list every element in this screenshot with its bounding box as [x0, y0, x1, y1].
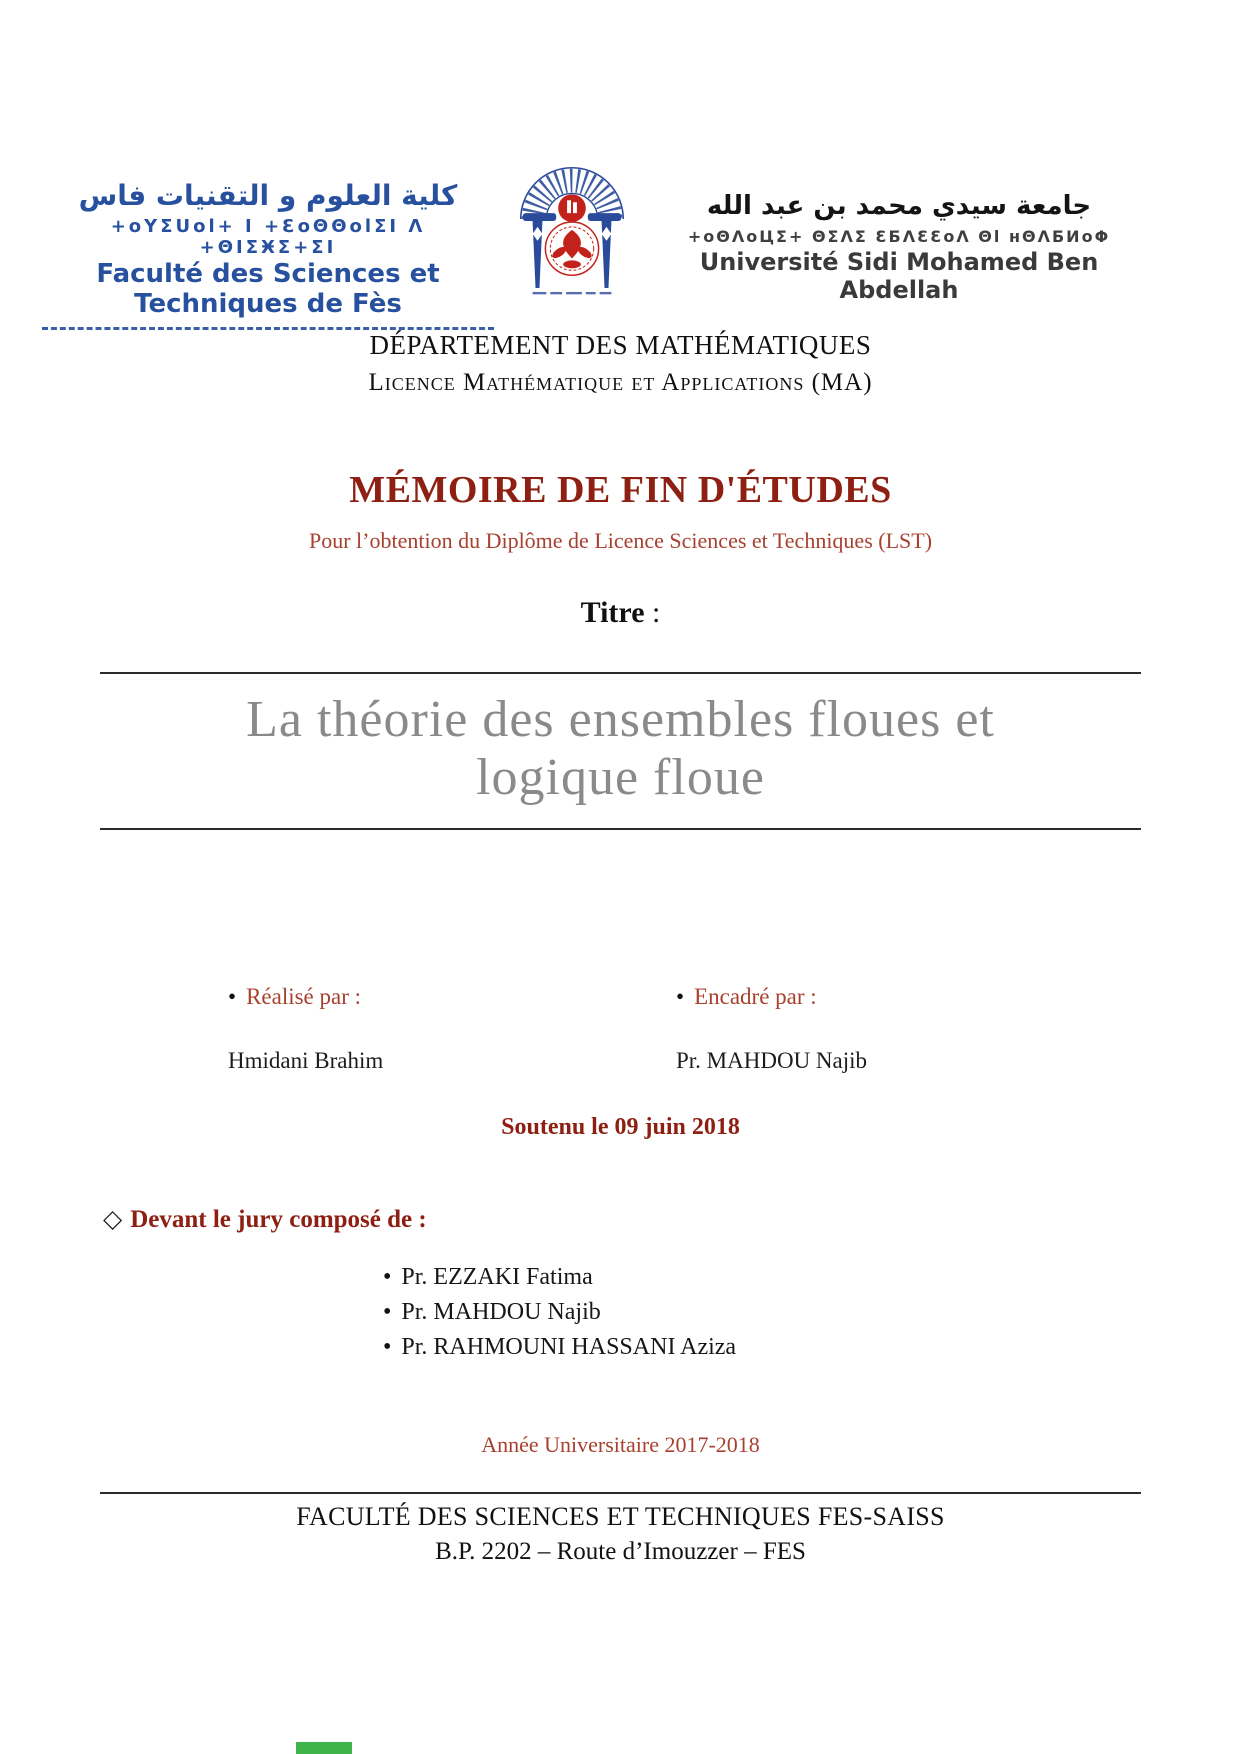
- separator-line-bottom: [100, 828, 1141, 830]
- bullet-icon: •: [383, 1264, 392, 1290]
- jury-member: • Pr. MAHDOU Najib: [383, 1299, 601, 1325]
- logo-caption: [533, 292, 612, 294]
- defense-date: Soutenu le 09 juin 2018: [501, 1114, 740, 1140]
- supervisor-name: Pr. MAHDOU Najib: [676, 1048, 868, 1073]
- green-artifact: [296, 1742, 352, 1754]
- faculty-name-french: Faculté des Sciences et Techniques de Fès: [96, 259, 440, 319]
- faculty-name-arabic: كلية العلوم و التقنيات فاس: [78, 179, 458, 212]
- bullet-icon: •: [676, 984, 685, 1009]
- bullet-icon: •: [383, 1334, 392, 1360]
- usmba-emblem-icon: [503, 146, 641, 296]
- bullet-icon: •: [383, 1299, 392, 1325]
- university-emblem-logo: [503, 146, 641, 296]
- footer-separator-line: [100, 1492, 1141, 1494]
- titre-word: Titre: [580, 596, 645, 629]
- footer-address-line: B.P. 2202 – Route d’Imouzzer – FES: [435, 1538, 806, 1565]
- faculty-name-tifinagh: +oYΣUol+ I +ƐoΘΘolΣI Λ +ΘIΣӾΣ+ΣI: [110, 216, 426, 258]
- university-name-block: [656, 190, 1142, 304]
- titre-label: [0, 596, 1241, 630]
- diamond-icon: ◇: [103, 1206, 123, 1233]
- university-name-arabic: جامعة سيدي محمد بن عبد الله: [706, 191, 1092, 221]
- jury-heading: ◇ Devant le jury composé de :: [103, 1206, 427, 1233]
- academic-year: Année Universitaire 2017-2018: [481, 1432, 760, 1457]
- memoire-subtitle: Pour l’obtention du Diplôme de Licence Sciences et Techniques (LST): [308, 528, 933, 553]
- jury-list: [383, 1260, 736, 1365]
- footer-faculty-line: FACULTÉ DES SCIENCES ET TECHNIQUES FES-SAISS: [296, 1502, 945, 1531]
- author-name: Hmidani Brahim: [228, 1048, 384, 1073]
- separator-line-top: [100, 672, 1141, 674]
- jury-member: • Pr. RAHMOUNI HASSANI Aziza: [383, 1334, 737, 1360]
- department-title: DÉPARTEMENT DES MATHÉMATIQUES: [369, 330, 872, 360]
- bullet-icon: •: [228, 984, 237, 1009]
- realise-par-label: • Réalisé par :: [228, 984, 362, 1009]
- jury-member: • Pr. EZZAKI Fatima: [383, 1264, 593, 1290]
- university-name-tifinagh: +oΘΛoЦΣ+ ΘΣΛΣ ƐƂΛƐƐoΛ Θl ʜΘΛƂИoΦ: [687, 226, 1111, 246]
- thesis-title-line1: La théorie des ensembles floues et: [246, 691, 995, 748]
- memoire-heading: MÉMOIRE DE FIN D'ÉTUDES: [349, 469, 892, 511]
- encadre-par-label: • Encadré par :: [676, 984, 817, 1009]
- titre-colon: :: [644, 596, 661, 629]
- program-title: Licence Mathématique et Applications (MA): [368, 369, 873, 396]
- university-name-french: Université Sidi Mohamed Ben Abdellah: [699, 247, 1099, 304]
- faculty-logo-block: [42, 178, 494, 330]
- thesis-title-line2: logique floue: [476, 749, 765, 806]
